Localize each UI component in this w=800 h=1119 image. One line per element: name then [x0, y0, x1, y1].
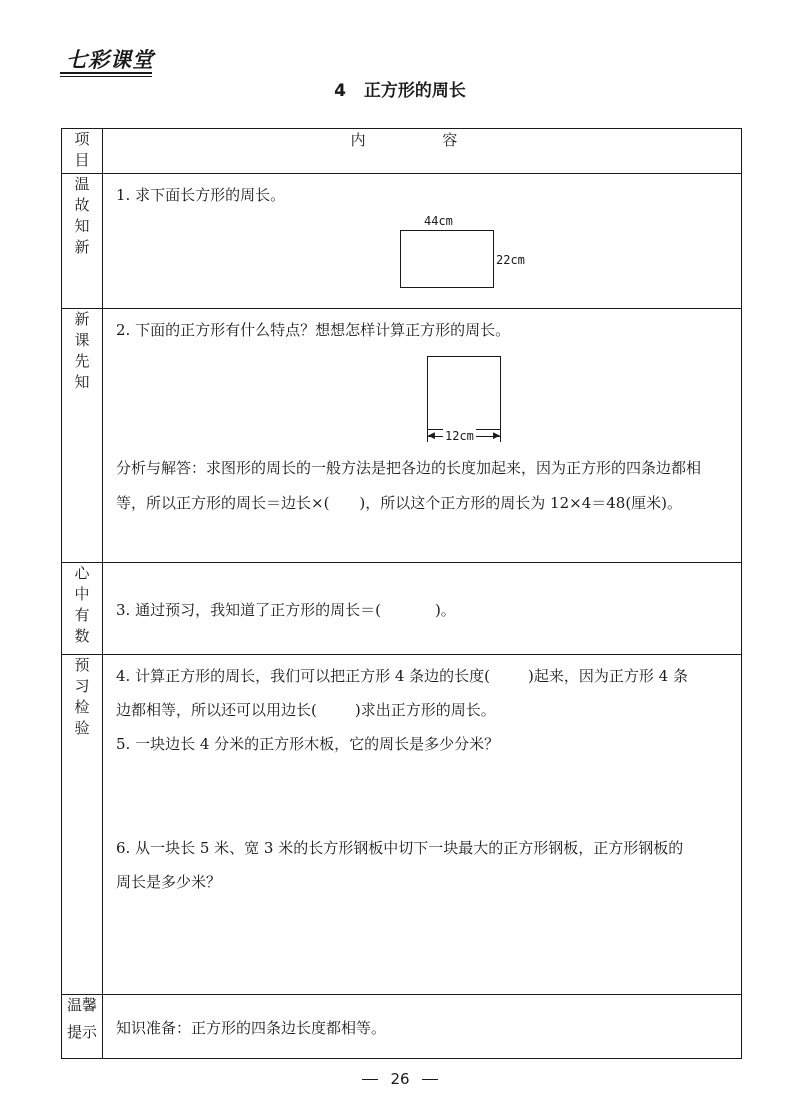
- analysis-line-2: 等，所以正方形的周长＝边长×( )，所以这个正方形的周长为 12×4＝48(厘米)。: [116, 494, 683, 512]
- check-row: [62, 655, 742, 995]
- summary-content: [103, 563, 742, 655]
- tip-row: [62, 995, 742, 1059]
- question-4-line-2: 边都相等，所以还可以用边长( )求出正方形的周长。: [116, 701, 496, 719]
- rect-width-label: 44cm: [424, 214, 453, 228]
- footer-dash-left: [362, 1079, 378, 1080]
- question-5: 5. 一块边长 4 分米的正方形木板，它的周长是多少分米？: [116, 735, 500, 753]
- review-content: [103, 174, 742, 309]
- tip-text: 知识准备：正方形的四条边长度都相等。: [116, 1019, 387, 1037]
- category-summary: 心中有数: [62, 563, 103, 655]
- category-preview: 新课先知: [62, 309, 103, 563]
- category-check: 预习检验: [62, 655, 103, 995]
- footer-dash-right: [422, 1079, 438, 1080]
- square-side-label: 12cm: [445, 429, 474, 443]
- header-row: [62, 129, 742, 174]
- lesson-number: 4: [334, 81, 346, 101]
- rectangle-figure: [400, 230, 494, 288]
- category-tip: 温馨 提示: [62, 995, 103, 1059]
- question-6-line-2: 周长是多少米？: [116, 873, 222, 891]
- brand-logo: 七彩课堂: [66, 48, 154, 72]
- question-6-line-1: 6. 从一块长 5 米、宽 3 米的长方形钢板中切下一块最大的正方形钢板，正方形钢板的: [116, 839, 684, 857]
- page-footer: [0, 1070, 800, 1088]
- review-row: [62, 174, 742, 309]
- category-review: 温故知新: [62, 174, 103, 309]
- page-number: 26: [390, 1070, 410, 1088]
- worksheet-table: [61, 128, 742, 1059]
- question-4-line-1: 4. 计算正方形的周长，我们可以把正方形 4 条边的长度( )起来，因为正方形 4 条: [116, 667, 688, 685]
- header-item-cell: 项目: [62, 129, 103, 174]
- brand-underline: [60, 72, 152, 74]
- analysis-line-1: 分析与解答：求图形的周长的一般方法是把各边的长度加起来，因为正方形的四条边都相: [116, 459, 702, 477]
- rect-height-label: 22cm: [496, 253, 525, 267]
- square-figure: [427, 356, 501, 430]
- question-3: 3. 通过预习，我知道了正方形的周长＝( )。: [116, 601, 456, 619]
- check-content: [103, 655, 742, 995]
- page-title: [0, 76, 800, 101]
- summary-row: [62, 563, 742, 655]
- tip-content: [103, 995, 742, 1059]
- arrow-right-icon: ▶: [493, 431, 500, 441]
- header-content-cell: 内 容: [103, 129, 742, 174]
- lesson-title: 正方形的周长: [363, 81, 466, 101]
- question-1: 1. 求下面长方形的周长。: [116, 186, 286, 204]
- arrow-left-icon: ◀: [428, 431, 435, 441]
- preview-content: [103, 309, 742, 563]
- dimension-tick-right: [500, 430, 501, 442]
- preview-row: [62, 309, 742, 563]
- question-2: 2. 下面的正方形有什么特点？想想怎样计算正方形的周长。: [116, 321, 511, 339]
